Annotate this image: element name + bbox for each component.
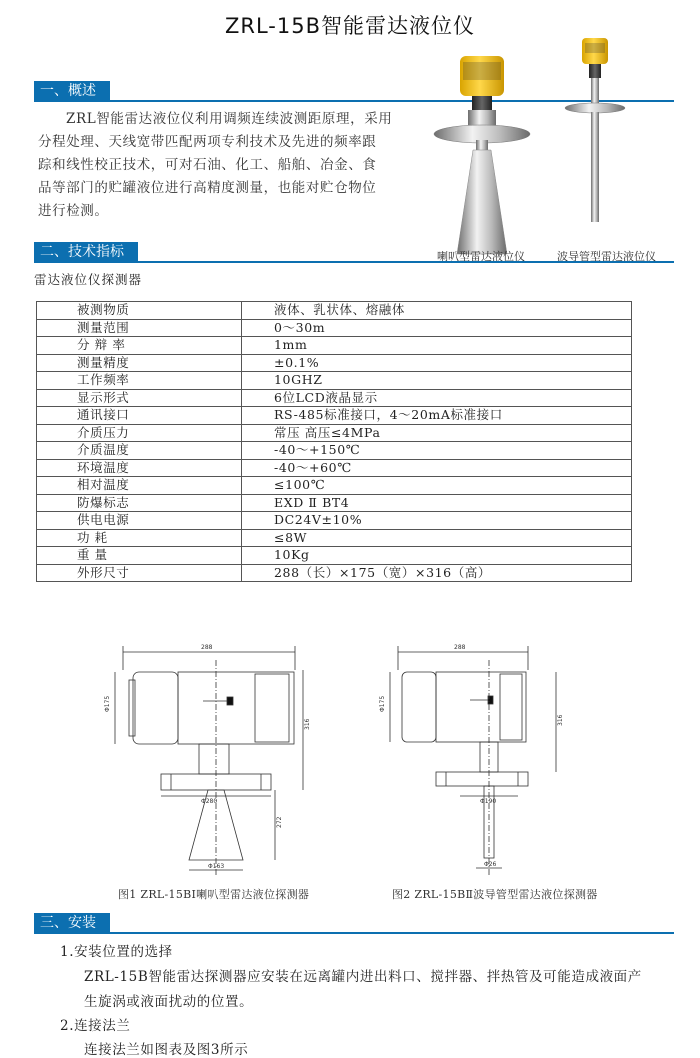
spec-value: 0～30m (242, 319, 632, 337)
fig1-dim-dia: Φ175 (104, 695, 111, 712)
spec-row (37, 407, 632, 425)
spec-key: 供电电源 (37, 512, 242, 530)
spec-value: 288（长）×175（宽）×316（高） (242, 564, 632, 582)
spec-row (37, 529, 632, 547)
spec-value: ≤100℃ (242, 477, 632, 495)
fig2-dim-width: 288 (454, 644, 466, 651)
spec-value: RS-485标准接口，4～20mA标准接口 (242, 407, 632, 425)
install-item-2-title: 2.连接法兰 (60, 1018, 131, 1034)
spec-key: 重 量 (37, 547, 242, 565)
spec-value: 1mm (242, 337, 632, 355)
photo-caption-waveguide: 波导管型雷达液位仪 (557, 250, 656, 263)
fig1-dim-flange: Φ280 (201, 798, 218, 805)
figure-1-caption: 图1 ZRL-15BⅠ喇叭型雷达液位探测器 (118, 888, 310, 901)
figure-1-drawing (105, 630, 335, 884)
overview-line: 踪和线性校正技术，可对石油、化工、船舶、冶金、食 (38, 157, 377, 173)
spec-value: ≤8W (242, 529, 632, 547)
overview-line: 进行检测。 (38, 203, 109, 219)
spec-value: 10GHZ (242, 372, 632, 390)
install-item-2-text: 连接法兰如图表及图3所示 (84, 1042, 249, 1058)
spec-row (37, 389, 632, 407)
spec-row (37, 477, 632, 495)
spec-table (36, 301, 632, 582)
fig2-dim-pipe-dia: Φ26 (484, 861, 497, 868)
overview-paragraph (38, 108, 418, 223)
section-spec-header (34, 241, 674, 263)
page-title: ZRL-15B智能雷达液位仪 (224, 14, 475, 38)
figure-2-caption: 图2 ZRL-15BⅡ波导管型雷达液位探测器 (392, 888, 598, 901)
spec-row (37, 512, 632, 530)
spec-row (37, 372, 632, 390)
spec-value: 6位LCD液晶显示 (242, 389, 632, 407)
spec-key: 外形尺寸 (37, 564, 242, 582)
spec-row (37, 302, 632, 320)
spec-value: 常压 高压≤4MPa (242, 424, 632, 442)
overview-line: 分程处理、天线宽带匹配两项专利技术及先进的频率跟 (38, 134, 377, 150)
spec-key: 防爆标志 (37, 494, 242, 512)
fig1-dim-height: 316 (304, 718, 311, 730)
spec-row (37, 564, 632, 582)
section-install-title: 三、安装 (34, 913, 110, 933)
spec-row (37, 424, 632, 442)
spec-key: 分 辩 率 (37, 337, 242, 355)
fig2-dim-height: 316 (557, 714, 564, 726)
spec-key: 功 耗 (37, 529, 242, 547)
install-item-1-line: ZRL-15B智能雷达探测器应安装在远离罐内进出料口、搅拌器、拌热管及可能造成液面产 (84, 969, 642, 985)
fig1-dim-width: 288 (201, 644, 213, 651)
fig1-dim-horn-len: 272 (276, 816, 283, 828)
photo-caption-horn: 喇叭型雷达液位仪 (437, 250, 525, 263)
overview-line: 品等部门的贮罐液位进行高精度测量，也能对贮仓物位 (38, 180, 377, 196)
spec-value: -40～+150℃ (242, 442, 632, 460)
fig1-dim-horn-dia: Φ163 (208, 863, 225, 870)
spec-key: 环境温度 (37, 459, 242, 477)
product-photos (425, 34, 670, 264)
spec-value: -40～+60℃ (242, 459, 632, 477)
spec-key: 介质压力 (37, 424, 242, 442)
spec-value: ±0.1% (242, 354, 632, 372)
spec-key: 相对温度 (37, 477, 242, 495)
spec-row (37, 442, 632, 460)
fig2-dim-flange: Φ190 (480, 798, 497, 805)
spec-row (37, 337, 632, 355)
install-item-1-line: 生旋涡或液面扰动的位置。 (84, 994, 254, 1010)
install-item-1-title: 1.安装位置的选择 (60, 944, 173, 960)
section-spec-title: 二、技术指标 (34, 242, 138, 262)
spec-key: 介质温度 (37, 442, 242, 460)
section-overview-title: 一、概述 (34, 81, 110, 101)
radar-level-gauges-illustration (425, 34, 670, 264)
spec-value: 10Kg (242, 547, 632, 565)
spec-row (37, 547, 632, 565)
spec-key: 测量精度 (37, 354, 242, 372)
spec-value: DC24V±10% (242, 512, 632, 530)
spec-row (37, 494, 632, 512)
spec-key: 测量范围 (37, 319, 242, 337)
spec-key: 被测物质 (37, 302, 242, 320)
spec-row (37, 354, 632, 372)
fig2-dim-dia: Φ175 (379, 695, 386, 712)
spec-row (37, 319, 632, 337)
section-install-header (34, 912, 674, 934)
spec-key: 显示形式 (37, 389, 242, 407)
figure-2-drawing (380, 630, 580, 884)
spec-value: EXD Ⅱ BT4 (242, 494, 632, 512)
spec-key: 通讯接口 (37, 407, 242, 425)
spec-key: 工作频率 (37, 372, 242, 390)
overview-line: ZRL智能雷达液位仪利用调频连续波测距原理，采用 (66, 111, 393, 127)
spec-value: 液体、乳状体、熔融体 (242, 302, 632, 320)
spec-row (37, 459, 632, 477)
spec-subheading: 雷达液位仪探测器 (34, 272, 143, 287)
